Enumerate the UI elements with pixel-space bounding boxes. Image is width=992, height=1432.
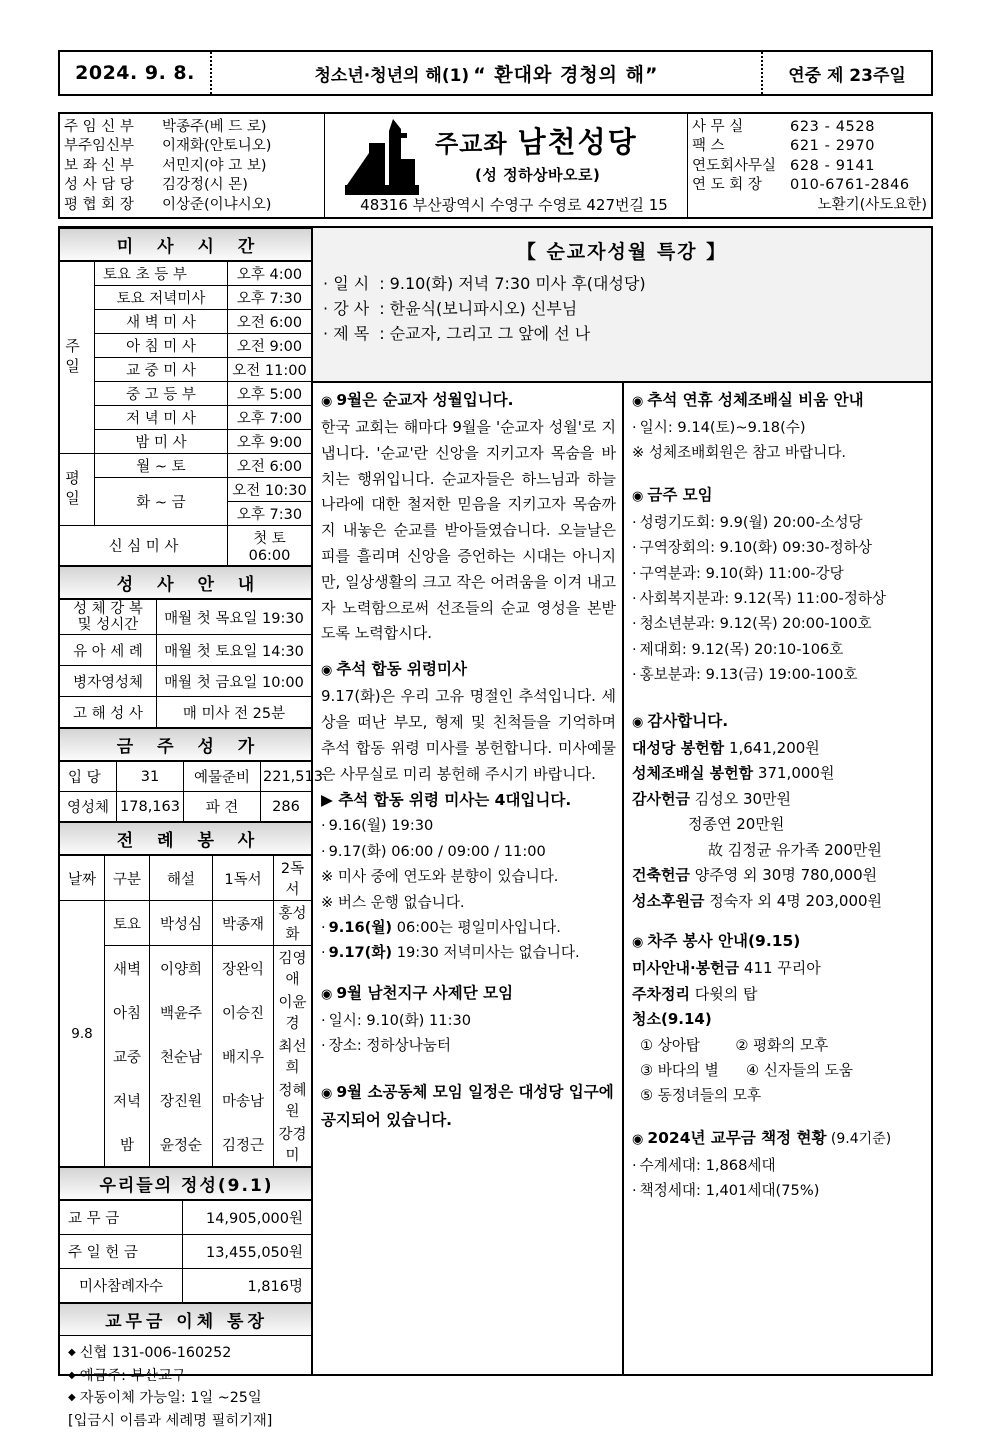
mass-schedule-header: 미 사 시 간 [60, 228, 311, 261]
lecture-value: 순교자, 그리고 그 앞에 선 나 [390, 324, 591, 343]
table-row [60, 1235, 311, 1269]
hymn-label: 영성체 [60, 792, 117, 822]
dues-item: · 수계세대: 1,868세대 [632, 1153, 925, 1178]
cleaning-name: 신자들의 도움 [764, 1062, 853, 1079]
clergy-name: 서민지(야 고 보) [162, 157, 267, 176]
lecture-value: 한윤식(보니파시오) 신부님 [390, 299, 578, 318]
sacrament-value: 매월 첫 금요일 10:00 [157, 666, 312, 697]
bullet-icon: · [632, 590, 637, 607]
adoration-closed-item: · 일시: 9.14(토)~9.18(수) [632, 415, 925, 440]
weekday-label [60, 454, 95, 526]
clergy-name: 이상준(이냐시오) [162, 196, 271, 215]
martyr-month-body: 한국 교회는 해마다 9월을 '순교자 성월'로 지냅니다. '순교'란 신앙을 지키고자 목숨을 바치는 행위입니다. 순교자들은 하느님과 하늘 나라에 대한 철저한 믿음을 지키고자 목숨까지 내놓은 순교를 받아들였습니다. 오늘날은 피를 흘리며 신앙을 증언하는 시대는 아니지만, 일상생활의 크고 작은 어려움을 이겨 내고자 노력함으로써 선조들의 순교 영성을 본받도록 노력합시다. [321, 415, 616, 647]
table-header-row [60, 856, 311, 901]
cleaning-name: 상아탑 [658, 1037, 700, 1054]
offering-value: 13,455,050원 [183, 1235, 312, 1269]
hymn-value: 178,163 [117, 792, 184, 822]
bullet-icon: · [323, 299, 328, 318]
contact-label: 연 도 회 장 [692, 176, 788, 195]
chuseok-mass-heading: ◉ 추석 합동 위령미사 [321, 658, 616, 682]
theme-quote: “ 환대와 경청의 해” [473, 60, 658, 87]
bullet-icon: · [321, 817, 326, 834]
weekday-label-text: 평일 [62, 470, 83, 510]
clergy-role: 평 협 회 장 [64, 196, 156, 215]
mass-time: 오전 11:00 [228, 358, 312, 382]
thanks-line: 성소후원금 정숙자 외 4명 203,000원 [632, 889, 925, 915]
hymns-header: 금 주 성 가 [60, 728, 311, 761]
clergy-role: 주 임 신 부 [64, 118, 156, 137]
parish-name: 남천성당 [518, 125, 638, 159]
martyr-month-heading: ◉ 9월은 순교자 성월입니다. [321, 389, 616, 413]
right-column [624, 383, 931, 1374]
lecture-item: · 제 목 : 순교자, 그리고 그 앞에 선 나 [323, 321, 921, 346]
offering-label: 주 일 헌 금 [60, 1235, 183, 1269]
right-side [313, 228, 931, 1374]
lecture-label: 강 사 [333, 296, 379, 321]
cleaning-no: ③ [640, 1062, 653, 1079]
lecture-label: 제 목 [333, 321, 379, 346]
clergy-name: 박종주(베 드 로) [162, 118, 267, 137]
clergy-role: 성 사 담 당 [64, 176, 156, 195]
mass-name: 토요 저녁미사 [95, 286, 228, 310]
diamond-bullet-icon: ◆ [68, 1392, 76, 1403]
bullet-icon: · [321, 1037, 326, 1054]
hymn-label: 예물준비 [184, 762, 261, 792]
bullet-icon: · [632, 666, 637, 683]
church-logo-icon [345, 119, 431, 197]
mass-name: 새 벽 미 사 [95, 310, 228, 334]
table-row [60, 430, 311, 454]
circle-bullet-icon: ◉ [632, 715, 643, 730]
liturgical-sunday: 연중 제 23주일 [763, 52, 931, 94]
clergy-row [64, 118, 321, 137]
table-row [60, 1201, 311, 1235]
service-reading2: 강경미 [274, 1122, 312, 1167]
table-row [60, 286, 311, 310]
cleaning-no: ④ [746, 1062, 759, 1079]
cleaning-no: ⑤ [640, 1087, 653, 1104]
mass-time: 오후 4:00 [228, 262, 312, 286]
table-row [60, 635, 311, 666]
dues-status-heading: ◉ 2024년 교무금 책정 현황 (9.4기준) [632, 1127, 925, 1151]
contact-value: 628 - 9141 [790, 157, 875, 176]
bank-note: [입금시 이름과 세례명 필히기재] [68, 1410, 307, 1432]
special-lecture-title: 【 순교자성월 특강 】 [323, 237, 921, 264]
table-row [60, 901, 311, 946]
service-reading2: 최선희 [274, 1034, 312, 1078]
mass-time: 오후 5:00 [228, 382, 312, 406]
mass-name: 토요 초 등 부 [95, 262, 228, 286]
mass-name: 월 ~ 토 [95, 454, 228, 478]
middle-column [313, 383, 624, 1374]
circle-bullet-icon: ◉ [321, 394, 332, 409]
circle-bullet-icon: ◉ [632, 489, 643, 504]
cleaning-row [632, 1058, 925, 1083]
service-part: 저녁 [105, 1078, 150, 1122]
hymn-value: 221,513 [261, 762, 312, 792]
mass-time: 첫 토 06:00 [228, 526, 312, 566]
adoration-closed-note: ※ 성체조배회원은 참고 바랍니다. [632, 440, 925, 465]
priests-meeting-block [321, 982, 616, 1059]
cleaning-row [632, 1083, 925, 1108]
clergy-role: 부주임신부 [64, 137, 156, 156]
service-commentary: 박성심 [150, 901, 213, 946]
bullet-icon: · [321, 843, 326, 860]
service-reading2: 정혜원 [274, 1078, 312, 1122]
service-reading2: 이윤경 [274, 990, 312, 1034]
theme-prefix: 청소년·청년의 해(1) [314, 61, 469, 86]
bullet-icon: · [321, 944, 326, 961]
adoration-closed-heading: ◉ 추석 연휴 성체조배실 비움 안내 [632, 389, 925, 413]
mass-name: 교 중 미 사 [95, 358, 228, 382]
clergy-row [64, 176, 321, 195]
bank-info [60, 1336, 311, 1432]
diamond-bullet-icon: ◆ [68, 1347, 76, 1358]
sacrament-name: 성 체 강 복 및 성시간 [60, 600, 157, 635]
masthead [58, 112, 933, 219]
clergy-name: 김강정(시 몬) [162, 176, 248, 195]
mass-schedule-table [60, 261, 311, 566]
sacrament-value: 매월 첫 토요일 14:30 [157, 635, 312, 666]
offerings-header: 우리들의 정성(9.1) [60, 1167, 311, 1200]
patron-saint: (성 정하상바오로) [475, 164, 600, 185]
lecture-item: · 강 사 : 한윤식(보니파시오) 신부님 [323, 296, 921, 321]
bullet-icon: · [321, 919, 326, 936]
hymn-label: 입 당 [60, 762, 117, 792]
martyr-month-block [321, 389, 616, 647]
service-part: 토요 [105, 901, 150, 946]
sacraments-header: 성 사 안 내 [60, 566, 311, 599]
mass-time: 오후 7:30 [228, 286, 312, 310]
service-part: 밤 [105, 1122, 150, 1167]
sunday-label-text: 주일 [62, 338, 83, 378]
contact-value: 010-6761-2846 [790, 176, 910, 195]
bank-line: ◆ 자동이체 가능일: 1일 ~25일 [68, 1387, 307, 1410]
service-line: 미사안내·봉헌금 411 꾸리아 [632, 956, 925, 982]
meeting-item: · 청소년분과: 9.12(목) 20:00-100호 [632, 611, 925, 636]
sacrament-name: 고 해 성 사 [60, 697, 157, 728]
priests-meeting-item: · 일시: 9.10(화) 11:30 [321, 1008, 616, 1033]
chuseok-mass-time: · 9.17(화) 06:00 / 09:00 / 11:00 [321, 839, 616, 864]
offering-label: 교 무 금 [60, 1201, 183, 1235]
table-row [60, 334, 311, 358]
bullet-icon: · [632, 539, 637, 556]
service-reading1: 김정근 [213, 1122, 274, 1167]
service-commentary: 백윤주 [150, 990, 213, 1034]
chuseok-mass-sub-heading: ▶ 추석 합동 위령 미사는 4대입니다. [321, 787, 616, 813]
contact-value: 623 - 4528 [790, 118, 875, 137]
cleaning-name: 평화의 모후 [753, 1037, 828, 1054]
service-line: 주차정리 다윗의 탑 [632, 982, 925, 1008]
cleaning-name: 바다의 별 [658, 1062, 719, 1079]
table-row [60, 762, 311, 792]
small-community-heading: ◉ 9월 소공동체 모임 일정은 대성당 입구에 공지되어 있습니다. [321, 1079, 616, 1133]
table-row [60, 382, 311, 406]
cleaning-no: ① [640, 1037, 653, 1054]
cathedral-label: 주교좌 [435, 130, 508, 158]
mass-name: 중 고 등 부 [95, 382, 228, 406]
contact-row [692, 118, 927, 137]
bank-header: 교무금 이체 통장 [60, 1303, 311, 1336]
mass-name: 밤 미 사 [95, 430, 228, 454]
special-lecture-box [313, 228, 931, 383]
priests-meeting-heading: ◉ 9월 남천지구 사제단 모임 [321, 982, 616, 1006]
meeting-item: · 제대회: 9.12(목) 20:10-106호 [632, 637, 925, 662]
mass-time: 오후 7:00 [228, 406, 312, 430]
meeting-item: · 홍보분과: 9.13(금) 19:00-100호 [632, 662, 925, 687]
clergy-row [64, 137, 321, 156]
chuseok-mass-body: 9.17(화)은 우리 고유 명절인 추석입니다. 세상을 떠난 부모, 형제 및 친척들을 기억하며 추석 합동 위령 미사를 봉헌합니다. 미사예물은 사무실로 미리 봉헌해 주시기 바랍니다. [321, 684, 616, 787]
bullet-icon: · [321, 1012, 326, 1029]
bulletin-theme [212, 52, 763, 94]
cleaning-no: ② [735, 1037, 748, 1054]
hymns-table [60, 761, 311, 822]
bullet-icon: · [632, 419, 637, 436]
service-commentary: 윤정순 [150, 1122, 213, 1167]
sacrament-name: 병자영성체 [60, 666, 157, 697]
service-reading1: 장완익 [213, 946, 274, 991]
bullet-icon: · [632, 565, 637, 582]
clergy-row [64, 196, 321, 215]
table-row [60, 1269, 311, 1303]
meeting-item: · 구역장회의: 9.10(화) 09:30-정하상 [632, 535, 925, 560]
circle-bullet-icon: ◉ [321, 1086, 332, 1101]
table-row [60, 666, 311, 697]
service-part: 교중 [105, 1034, 150, 1078]
column-header-reading2: 2독서 [274, 856, 312, 901]
lecture-value: 9.10(화) 저녁 7:30 미사 후(대성당) [390, 274, 646, 293]
offering-value: 1,816명 [183, 1269, 312, 1303]
thanks-line: 대성당 봉헌함 1,641,200원 [632, 736, 925, 762]
adoration-closed-block [632, 389, 925, 466]
bulletin-date: 2024. 9. 8. [60, 52, 212, 94]
offerings-table [60, 1200, 311, 1303]
title-bar [58, 50, 933, 96]
column-header-part: 구분 [105, 856, 150, 901]
cleaning-row [632, 1033, 925, 1058]
mass-time: 오후 7:30 [228, 502, 312, 526]
contact-list [688, 114, 931, 217]
circle-bullet-icon: ◉ [321, 663, 332, 678]
bullet-icon: · [632, 615, 637, 632]
priests-meeting-item: · 장소: 정하상나눔터 [321, 1033, 616, 1058]
meeting-item: · 사회복지분과: 9.12(목) 11:00-정하상 [632, 586, 925, 611]
table-row [60, 792, 311, 822]
table-row [60, 262, 311, 286]
bank-line: ◆ 예금주: 부산교구 [68, 1365, 307, 1388]
mass-name: 아 침 미 사 [95, 334, 228, 358]
triangle-bullet-icon: ▶ [321, 791, 333, 809]
mass-time: 오전 9:00 [228, 334, 312, 358]
sacrament-value: 매 미사 전 25분 [157, 697, 312, 728]
table-row [60, 478, 311, 502]
sunday-label [60, 262, 95, 454]
lecture-item: · 일 시 : 9.10(화) 저녁 7:30 미사 후(대성당) [323, 271, 921, 296]
lecture-label: 일 시 [333, 271, 379, 296]
thanks-heading: ◉ 감사합니다. [632, 710, 925, 734]
next-week-service-heading: ◉ 차주 봉사 안내(9.15) [632, 930, 925, 954]
bullet-icon: · [632, 641, 637, 658]
hymn-value: 286 [261, 792, 312, 822]
service-reading1: 이승진 [213, 990, 274, 1034]
thanks-block [632, 710, 925, 915]
contact-label: 연도회사무실 [692, 157, 788, 176]
mass-name: 신 심 미 사 [60, 526, 228, 566]
hymn-value: 31 [117, 762, 184, 792]
clergy-row [64, 157, 321, 176]
mass-time: 오전 6:00 [228, 310, 312, 334]
service-commentary: 천순남 [150, 1034, 213, 1078]
meeting-item: · 성령기도회: 9.9(월) 20:00-소성당 [632, 510, 925, 535]
circle-bullet-icon: ◉ [321, 987, 332, 1002]
service-reading1: 박종재 [213, 901, 274, 946]
chuseok-mass-extra: · 9.17(화) 19:30 저녁미사는 없습니다. [321, 940, 616, 965]
thanks-line: 감사헌금 김성오 30만원 [632, 787, 925, 813]
table-row [60, 406, 311, 430]
mass-name: 저 녁 미 사 [95, 406, 228, 430]
chuseok-mass-extra: · 9.16(월) 06:00는 평일미사입니다. [321, 915, 616, 940]
mass-name: 화 ~ 금 [95, 478, 228, 526]
thanks-line: 건축헌금 양주영 외 30명 780,000원 [632, 863, 925, 889]
chuseok-mass-block [321, 658, 616, 966]
mass-time: 오전 6:00 [228, 454, 312, 478]
chuseok-mass-note: ※ 미사 중에 연도와 분향이 있습니다. [321, 864, 616, 889]
thanks-line: 故 김정균 유가족 200만원 [632, 838, 925, 864]
contact-value: 621 - 2970 [790, 137, 875, 156]
column-header-reading1: 1독서 [213, 856, 274, 901]
chuseok-mass-time: · 9.16(월) 19:30 [321, 813, 616, 838]
weekly-meetings-block [632, 484, 925, 688]
table-row [60, 454, 311, 478]
contact-row [692, 137, 927, 156]
clergy-role: 보 좌 신 부 [64, 157, 156, 176]
service-reading1: 배지우 [213, 1034, 274, 1078]
sacraments-table [60, 599, 311, 728]
circle-bullet-icon: ◉ [632, 1132, 643, 1147]
cleaning-name: 동정녀들의 모후 [658, 1087, 761, 1104]
table-row [60, 358, 311, 382]
service-part: 아침 [105, 990, 150, 1034]
service-line: 청소(9.14) [632, 1007, 925, 1033]
small-community-block [321, 1079, 616, 1133]
dues-status-block [632, 1127, 925, 1204]
body-frame [58, 226, 933, 1376]
clergy-name: 이재화(안토니오) [162, 137, 271, 156]
bullet-icon: · [632, 1182, 637, 1199]
service-commentary: 장진원 [150, 1078, 213, 1122]
contact-label: 사 무 실 [692, 118, 788, 137]
thanks-line: 정종연 20만원 [632, 812, 925, 838]
service-reading1: 마송남 [213, 1078, 274, 1122]
sacrament-value: 매월 첫 목요일 19:30 [157, 600, 312, 635]
service-part: 새벽 [105, 946, 150, 991]
bullet-icon: · [632, 1157, 637, 1174]
bullet-icon: · [632, 514, 637, 531]
diamond-bullet-icon: ◆ [68, 1370, 76, 1381]
meeting-item: · 구역분과: 9.10(화) 11:00-강당 [632, 561, 925, 586]
circle-bullet-icon: ◉ [632, 935, 643, 950]
table-row [60, 697, 311, 728]
bullet-icon: · [323, 274, 328, 293]
service-reading2: 홍성화 [274, 901, 312, 946]
table-row [60, 600, 311, 635]
offering-label: 미사참례자수 [60, 1269, 183, 1303]
thanks-line: 성체조배실 봉헌함 371,000원 [632, 761, 925, 787]
dues-item: · 책정세대: 1,401세대(75%) [632, 1178, 925, 1203]
hymn-label: 파 견 [184, 792, 261, 822]
contact-extra: 노환기(사도요한) [692, 196, 927, 215]
church-identity [325, 114, 688, 217]
two-column-area [313, 383, 931, 1374]
service-reading2: 김영애 [274, 946, 312, 991]
table-row [60, 310, 311, 334]
column-header-commentary: 해설 [150, 856, 213, 901]
contact-row [692, 176, 927, 195]
weekly-meetings-heading: ◉ 금주 모임 [632, 484, 925, 508]
church-name [435, 120, 638, 161]
church-address: 48316 부산광역시 수영구 수영로 427번길 15 [333, 194, 688, 215]
circle-bullet-icon: ◉ [632, 394, 643, 409]
service-commentary: 이양희 [150, 946, 213, 991]
sacrament-name: 유 아 세 례 [60, 635, 157, 666]
column-header-date: 날짜 [60, 856, 105, 901]
mass-time: 오전 10:30 [228, 478, 312, 502]
offering-value: 14,905,000원 [183, 1201, 312, 1235]
table-row [60, 526, 311, 566]
next-week-service-block [632, 930, 925, 1109]
clergy-list [60, 114, 325, 217]
service-date: 9.8 [60, 901, 105, 1167]
contact-label: 팩 스 [692, 137, 788, 156]
chuseok-mass-note: ※ 버스 운행 없습니다. [321, 890, 616, 915]
bank-line: ◆ 신협 131-006-160252 [68, 1342, 307, 1365]
liturgy-service-header: 전 례 봉 사 [60, 822, 311, 855]
left-column [60, 228, 313, 1374]
mass-time: 오후 9:00 [228, 430, 312, 454]
contact-row [692, 157, 927, 176]
bullet-icon: · [323, 324, 328, 343]
liturgy-service-table [60, 855, 311, 1167]
